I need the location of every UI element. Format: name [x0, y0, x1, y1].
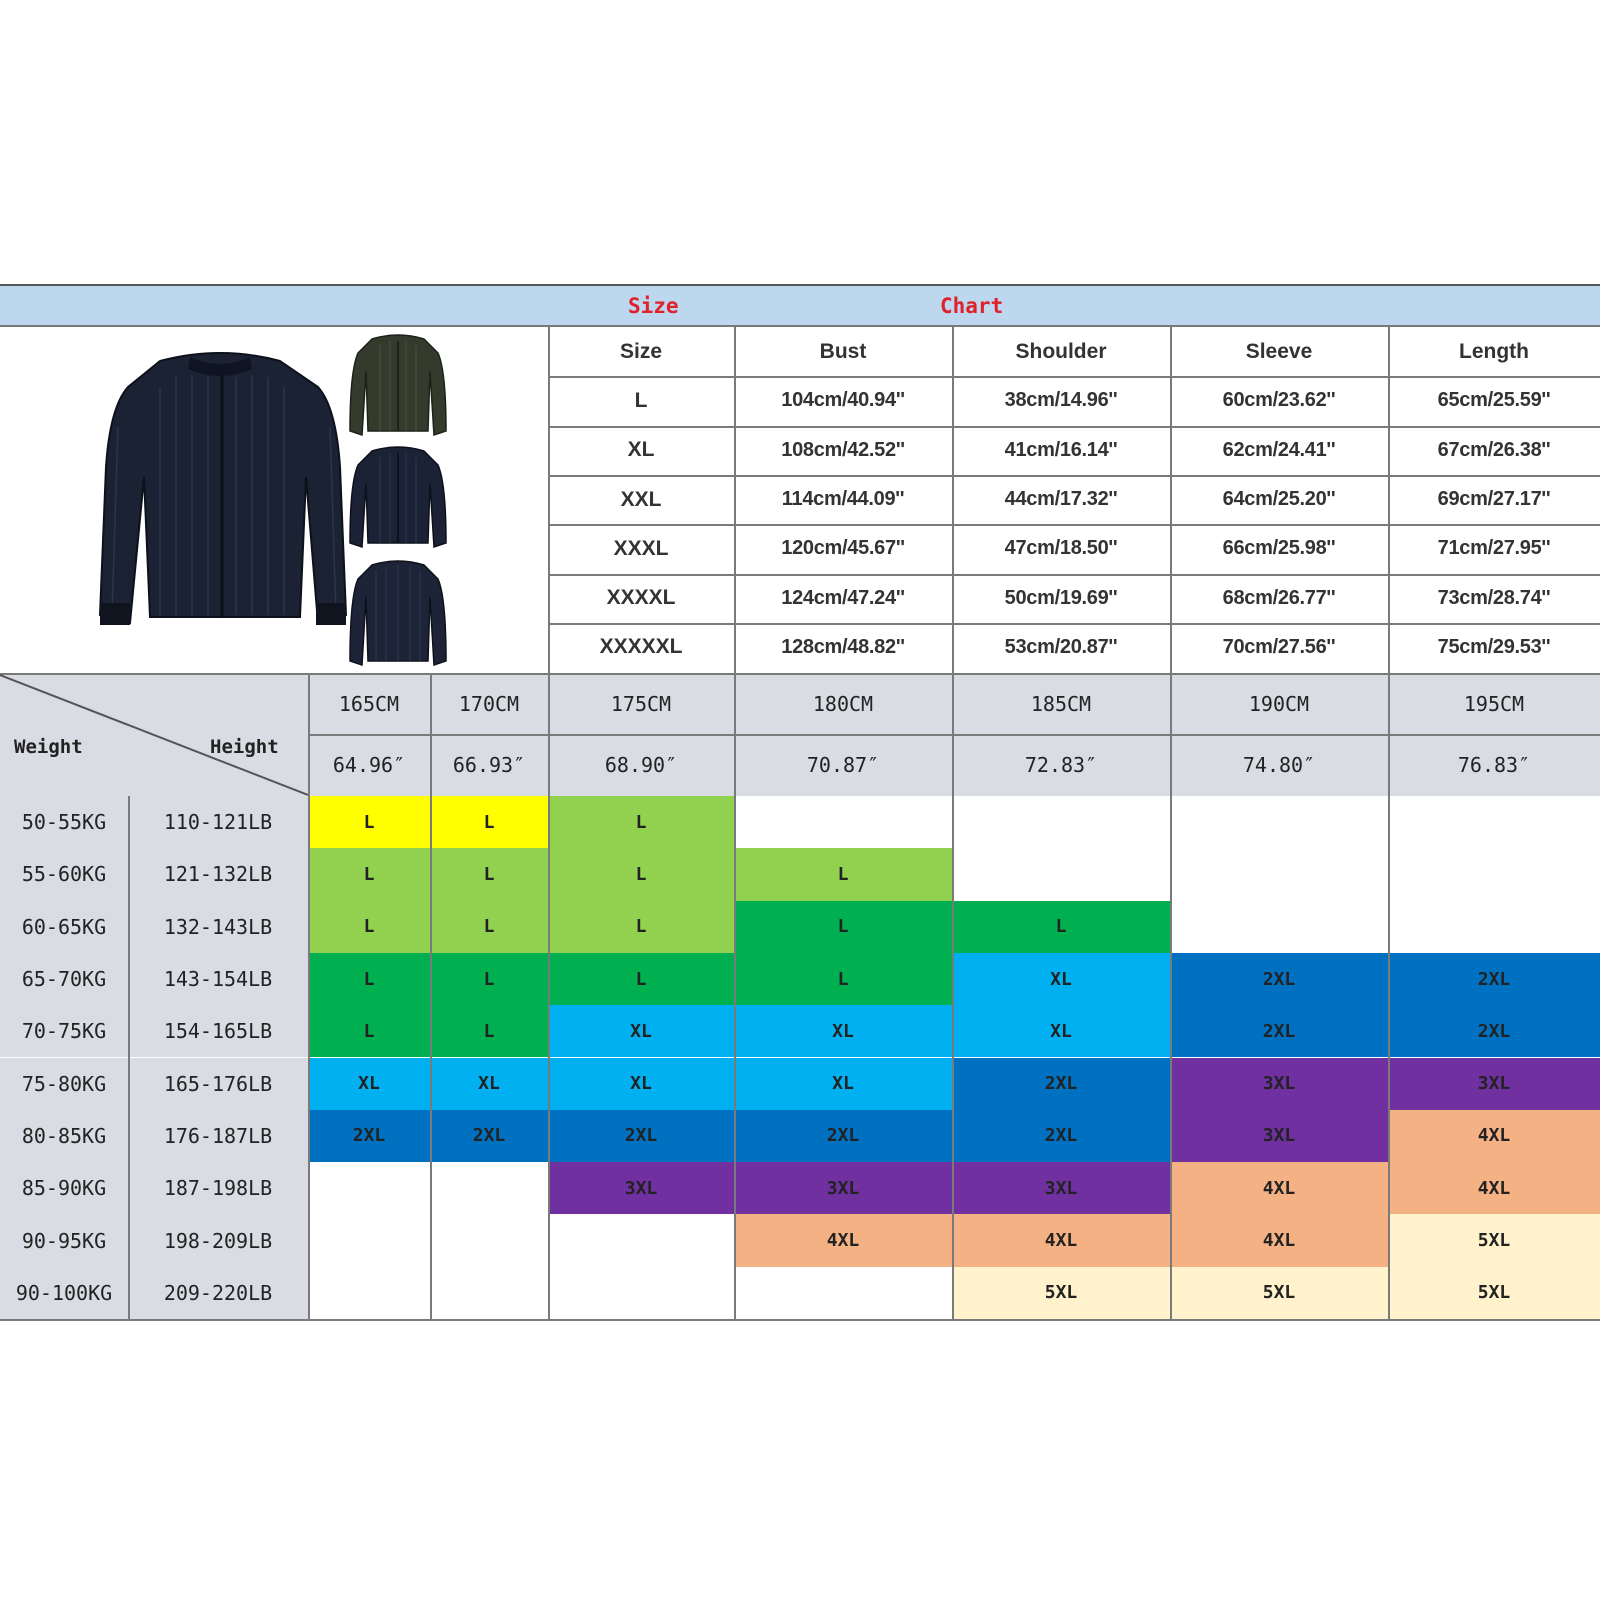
size-recommendation-cell: L — [308, 796, 430, 848]
empty-recommendation-cell — [1388, 796, 1600, 848]
weight-kg-cell: 60-65KG — [0, 901, 128, 953]
size-recommendation-cell: L — [430, 953, 548, 1005]
title-size-word: Size — [628, 294, 679, 318]
recommendation-col-line — [734, 673, 736, 1319]
measurement-header-size: Size — [619, 339, 663, 363]
weight-lb-cell: 176-187LB — [128, 1110, 308, 1162]
empty-recommendation-cell — [1170, 848, 1388, 900]
title-chart-word: Chart — [940, 294, 1004, 318]
height-inch-header: 72.83″ — [1024, 753, 1098, 777]
empty-recommendation-cell — [734, 796, 952, 848]
size-recommendation-cell: 2XL — [1170, 1005, 1388, 1057]
size-recommendation-cell: L — [308, 953, 430, 1005]
empty-recommendation-cell — [1388, 848, 1600, 900]
measurement-value-cell: 38cm/14.96'' — [1004, 389, 1118, 412]
green-jacket-thumb — [350, 335, 446, 435]
size-recommendation-cell: XL — [430, 1058, 548, 1110]
measurement-value-cell: 53cm/20.87'' — [1004, 635, 1118, 658]
empty-recommendation-cell — [548, 1214, 734, 1266]
measurement-col-line — [1388, 327, 1390, 673]
empty-recommendation-cell — [1388, 901, 1600, 953]
size-recommendation-cell: L — [734, 848, 952, 900]
height-inch-header: 64.96″ — [332, 753, 406, 777]
size-recommendation-cell: 3XL — [1170, 1110, 1388, 1162]
height-cm-header: 165CM — [338, 691, 400, 716]
measurement-size-cell: XXXXXL — [599, 635, 683, 659]
size-recommendation-cell: 2XL — [308, 1110, 430, 1162]
recommendation-row-line — [0, 1319, 1600, 1321]
measurement-row-line — [548, 475, 1600, 477]
size-recommendation-cell: L — [548, 953, 734, 1005]
weight-lb-cell: 198-209LB — [128, 1214, 308, 1266]
recommendation-col-line — [430, 673, 432, 1319]
size-recommendation-cell: 4XL — [1170, 1214, 1388, 1266]
measurement-col-line — [952, 327, 954, 673]
size-recommendation-cell: XL — [548, 1005, 734, 1057]
measurement-value-cell: 68cm/26.77'' — [1222, 586, 1336, 609]
height-inch-header: 66.93″ — [452, 753, 526, 777]
weight-lb-cell: 143-154LB — [128, 953, 308, 1005]
measurement-value-cell: 71cm/27.95'' — [1437, 537, 1551, 560]
weight-lb-cell: 154-165LB — [128, 1005, 308, 1057]
height-inch-header: 76.83″ — [1457, 753, 1531, 777]
measurement-size-cell: XXXXL — [606, 586, 676, 610]
empty-recommendation-cell — [308, 1267, 430, 1319]
size-recommendation-cell: 5XL — [952, 1267, 1170, 1319]
recommendation-col-line — [1388, 673, 1390, 1319]
measurement-row-line — [548, 623, 1600, 625]
weight-lb-cell: 209-220LB — [128, 1267, 308, 1319]
weight-lb-cell: 132-143LB — [128, 901, 308, 953]
empty-recommendation-cell — [308, 1162, 430, 1214]
empty-recommendation-cell — [952, 848, 1170, 900]
measurement-col-line — [1170, 327, 1172, 673]
size-recommendation-cell: L — [734, 901, 952, 953]
measurement-value-cell: 44cm/17.32'' — [1004, 488, 1118, 511]
size-recommendation-cell: XL — [734, 1005, 952, 1057]
weight-kg-cell: 90-100KG — [0, 1267, 128, 1319]
weight-label: Weight — [14, 736, 83, 758]
measurement-value-cell: 124cm/47.24'' — [781, 586, 905, 609]
weight-kg-cell: 80-85KG — [0, 1110, 128, 1162]
weight-kg-cell: 65-70KG — [0, 953, 128, 1005]
weight-kg-cell: 50-55KG — [0, 796, 128, 848]
size-recommendation-cell: L — [548, 901, 734, 953]
measurement-row-line — [548, 376, 1600, 378]
size-recommendation-cell: 2XL — [430, 1110, 548, 1162]
weight-lb-cell: 187-198LB — [128, 1162, 308, 1214]
size-recommendation-cell: 2XL — [952, 1110, 1170, 1162]
empty-recommendation-cell — [1170, 796, 1388, 848]
size-recommendation-cell: L — [308, 901, 430, 953]
height-cm-header: 180CM — [812, 691, 874, 716]
size-recommendation-cell: 4XL — [1388, 1162, 1600, 1214]
measurement-size-cell: XXL — [620, 487, 662, 511]
measurement-value-cell: 120cm/45.67'' — [781, 537, 905, 560]
measurement-header-sleeve: Sleeve — [1245, 339, 1313, 363]
measurement-size-cell: XL — [627, 438, 655, 462]
empty-recommendation-cell — [308, 1214, 430, 1266]
recommendation-col-line — [308, 673, 310, 1319]
height-cm-header: 195CM — [1463, 691, 1525, 716]
size-recommendation-cell: XL — [952, 953, 1170, 1005]
size-recommendation-cell: L — [734, 953, 952, 1005]
height-cm-header: 185CM — [1030, 691, 1092, 716]
measurement-value-cell: 70cm/27.56'' — [1222, 635, 1336, 658]
product-image-area — [0, 327, 548, 673]
size-recommendation-cell: 2XL — [548, 1110, 734, 1162]
measurement-value-cell: 66cm/25.98'' — [1222, 537, 1336, 560]
height-inch-header: 70.87″ — [806, 753, 880, 777]
measurement-value-cell: 67cm/26.38'' — [1437, 438, 1551, 461]
size-recommendation-cell: L — [430, 1005, 548, 1057]
measurement-value-cell: 62cm/24.41'' — [1222, 438, 1336, 461]
height-cm-header: 170CM — [458, 691, 520, 716]
measurement-value-cell: 50cm/19.69'' — [1004, 586, 1118, 609]
main-jacket-image — [0, 327, 548, 673]
measurement-col-line — [734, 327, 736, 673]
height-mid-line — [308, 734, 1600, 736]
recommendation-col-line — [1170, 673, 1172, 1319]
measurement-header-bust: Bust — [819, 339, 867, 363]
weight-kg-cell: 70-75KG — [0, 1005, 128, 1057]
corner-diagonal — [0, 673, 308, 796]
measurement-value-cell: 75cm/29.53'' — [1437, 635, 1551, 658]
recommendation-col-line — [128, 796, 130, 1319]
measurement-value-cell: 69cm/27.17'' — [1437, 488, 1551, 511]
size-recommendation-cell: 3XL — [734, 1162, 952, 1214]
navy-jacket-back-thumb — [350, 561, 446, 665]
weight-kg-cell: 90-95KG — [0, 1214, 128, 1266]
measurement-header-length: Length — [1459, 339, 1529, 363]
height-inch-header: 74.80″ — [1242, 753, 1316, 777]
measurement-size-cell: L — [634, 388, 648, 412]
measurement-col-line — [548, 327, 550, 673]
size-recommendation-cell: L — [952, 901, 1170, 953]
recommendation-col-line — [952, 673, 954, 1319]
size-recommendation-cell: 2XL — [952, 1058, 1170, 1110]
weight-lb-cell: 110-121LB — [128, 796, 308, 848]
size-recommendation-cell: XL — [548, 1058, 734, 1110]
weight-kg-cell: 55-60KG — [0, 848, 128, 900]
size-recommendation-cell: 2XL — [1170, 953, 1388, 1005]
size-recommendation-cell: 5XL — [1388, 1214, 1600, 1266]
size-recommendation-cell: XL — [952, 1005, 1170, 1057]
measurement-size-cell: XXXL — [613, 536, 669, 560]
size-recommendation-cell: L — [308, 1005, 430, 1057]
size-recommendation-cell: 4XL — [952, 1214, 1170, 1266]
weight-kg-cell: 75-80KG — [0, 1058, 128, 1110]
measurement-value-cell: 64cm/25.20'' — [1222, 488, 1336, 511]
weight-lb-cell: 165-176LB — [128, 1058, 308, 1110]
measurement-value-cell: 41cm/16.14'' — [1004, 438, 1118, 461]
height-inch-header: 68.90″ — [604, 753, 678, 777]
measurement-value-cell: 65cm/25.59'' — [1437, 389, 1551, 412]
measurement-row-line — [548, 524, 1600, 526]
navy-jacket-thumb — [350, 447, 446, 547]
measurement-header-shoulder: Shoulder — [1015, 339, 1107, 363]
empty-recommendation-cell — [430, 1214, 548, 1266]
measurement-value-cell: 128cm/48.82'' — [781, 635, 905, 658]
size-recommendation-cell: 3XL — [548, 1162, 734, 1214]
size-recommendation-cell: 2XL — [734, 1110, 952, 1162]
measurement-row-line — [548, 574, 1600, 576]
height-cm-header: 190CM — [1248, 691, 1310, 716]
measurement-value-cell: 47cm/18.50'' — [1004, 537, 1118, 560]
size-recommendation-cell: 4XL — [1388, 1110, 1600, 1162]
size-recommendation-cell: 3XL — [952, 1162, 1170, 1214]
weight-kg-cell: 85-90KG — [0, 1162, 128, 1214]
measurement-value-cell: 114cm/44.09'' — [781, 488, 905, 511]
height-label: Height — [210, 736, 279, 758]
empty-recommendation-cell — [1170, 901, 1388, 953]
empty-recommendation-cell — [952, 796, 1170, 848]
size-chart-title-bar — [0, 284, 1600, 327]
empty-recommendation-cell — [734, 1267, 952, 1319]
size-recommendation-cell: L — [430, 901, 548, 953]
size-recommendation-cell: L — [430, 848, 548, 900]
measurement-value-cell: 104cm/40.94'' — [781, 389, 905, 412]
size-recommendation-cell: 3XL — [1170, 1058, 1388, 1110]
size-recommendation-cell: L — [548, 796, 734, 848]
size-recommendation-cell: XL — [734, 1058, 952, 1110]
main-jacket-icon — [100, 353, 346, 625]
size-recommendation-cell: 2XL — [1388, 953, 1600, 1005]
measurement-row-line — [548, 426, 1600, 428]
size-recommendation-cell: 2XL — [1388, 1005, 1600, 1057]
size-recommendation-cell: XL — [308, 1058, 430, 1110]
measurement-value-cell: 73cm/28.74'' — [1437, 586, 1551, 609]
empty-recommendation-cell — [430, 1267, 548, 1319]
recommendation-col-line — [548, 673, 550, 1319]
empty-recommendation-cell — [430, 1162, 548, 1214]
size-recommendation-cell: 5XL — [1170, 1267, 1388, 1319]
height-cm-header: 175CM — [610, 691, 672, 716]
measurement-value-cell: 108cm/42.52'' — [781, 438, 905, 461]
size-recommendation-cell: 3XL — [1388, 1058, 1600, 1110]
size-recommendation-cell: L — [430, 796, 548, 848]
empty-recommendation-cell — [548, 1267, 734, 1319]
size-recommendation-cell: L — [548, 848, 734, 900]
size-recommendation-cell: 5XL — [1388, 1267, 1600, 1319]
measurement-value-cell: 60cm/23.62'' — [1222, 389, 1336, 412]
size-recommendation-cell: 4XL — [734, 1214, 952, 1266]
weight-lb-cell: 121-132LB — [128, 848, 308, 900]
size-recommendation-cell: 4XL — [1170, 1162, 1388, 1214]
size-recommendation-cell: L — [308, 848, 430, 900]
